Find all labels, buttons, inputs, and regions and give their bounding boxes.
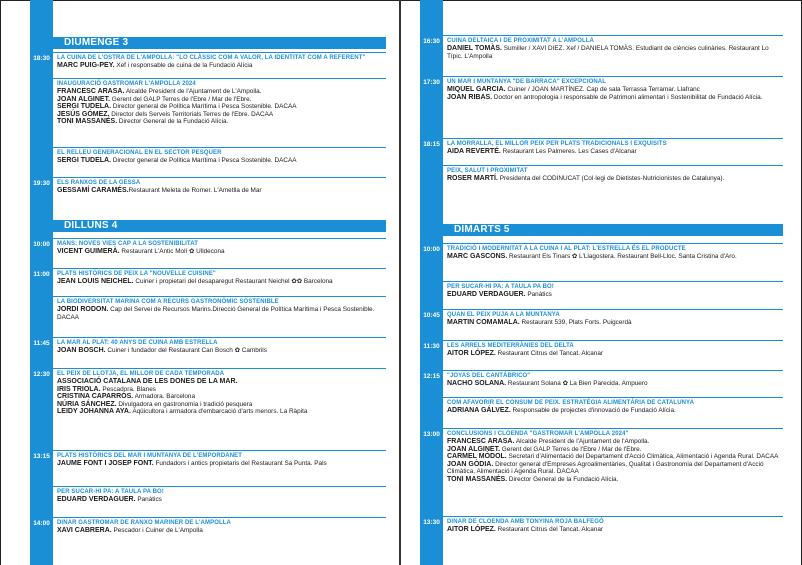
speaker-line (57, 157, 386, 165)
speaker-line (57, 187, 386, 195)
speaker-name: VICENT GUIMERÀ. (57, 248, 120, 255)
item-body (57, 453, 386, 468)
speaker-role: Doctor en antropologia i responsable de Patrimoni alimentari i Sostenibilitat de Fundació Alícia. (492, 93, 763, 101)
speaker-name: FRANCESC ARASA. (447, 438, 515, 445)
speaker-role: Restaurant Els Tinars ✿ L'Llagostera. Restaurant Bell-Lloc. Santa Cristina d'Aro. (507, 253, 737, 260)
day-header-diumenge: DIUMENGE 3 (30, 37, 386, 49)
speaker-role: Restaurant L'Antic Molí ✿ Ulldecona (119, 248, 225, 255)
day-header-dimarts: DIMARTS 5 (420, 224, 783, 236)
session-title: PLATS HISTÒRICS DE PEIX LA "NOUVELLE CUISINE" (57, 271, 216, 277)
session-title: QUAN EL PEIX PUJA A LA MUNTANYA (447, 312, 560, 318)
speaker-name: AITOR LÓPEZ. (447, 526, 496, 533)
item-body (447, 312, 783, 327)
speaker-name: IRIS TRIOLA. (57, 385, 101, 393)
divider (53, 147, 386, 148)
speaker-role: Panàtics (525, 291, 552, 298)
speaker-line (447, 175, 783, 183)
session-title: UN MAR I MUNTANYA "DE BARRACA" EXCEPCIONAL (447, 79, 607, 85)
speaker-name: JOAN ALGINET. (57, 95, 111, 103)
speaker-name: MIQUEL GARCIA. (447, 86, 506, 93)
session-title: INAUGURACIÓ GASTROMAR L'AMPOLLA 2024 (57, 81, 196, 87)
speaker-name: MARC PUIG-PEY. (57, 62, 115, 69)
time-label: 11:30 (423, 343, 440, 350)
session-title: DINAR GASTROMAR DE RANXO MARINER DE L'AMPOLLA (57, 520, 231, 526)
speaker-name: JORDI RODON. (57, 306, 109, 313)
session-title: MANS: NOVES VIES CAP A LA SOSTENIBILITAT (57, 241, 199, 247)
time-label: 18:30 (33, 55, 50, 62)
schedule-item (420, 243, 783, 282)
speaker-role: Director General de la Fundació Alícia. (117, 118, 229, 126)
schedule-item (30, 268, 386, 297)
speaker-name: ROSER MARTÍ. (447, 175, 498, 182)
time-label: 17:30 (423, 79, 440, 86)
speaker-name: EDUARD VERDAGUER. (57, 496, 136, 503)
speaker-line (447, 253, 783, 261)
session-title: EL RELLEU GENERACIONAL EN EL SECTOR PESQUER (57, 150, 222, 156)
session-title: LA BIODIVERSITAT MARINA COM A RECURS GASTRONÒMIC SOSTENIBLE (57, 299, 279, 305)
speaker-line (57, 62, 386, 70)
item-body (57, 489, 386, 504)
schedule-item (30, 517, 386, 565)
speaker-name: JOAN GÒDIA. (447, 460, 494, 468)
speaker-line (447, 380, 783, 388)
item-body (447, 246, 783, 261)
schedule-item (420, 428, 783, 516)
schedule-item (30, 52, 386, 79)
speaker-name: NACHO SOLANA. (447, 380, 507, 387)
speaker-name: TONI MASSANÉS. (447, 475, 508, 483)
schedule-item (30, 79, 386, 148)
item-body (57, 55, 386, 70)
divider (443, 397, 783, 398)
speaker-name: NÚRIA SÁNCHEZ. (57, 400, 117, 408)
time-label: 10:00 (33, 241, 50, 248)
speaker-name: SERGI TUDELA. (57, 103, 112, 111)
item-body (447, 519, 783, 534)
speaker-role: Director general de Política Marítima i Pesca Sostenible. DACAA (111, 157, 297, 164)
speaker-name: EDUARD VERDAGUER. (447, 291, 526, 298)
speaker-role: Sumiller / XAVI DIEZ. Xef / DANIELA TOMÀS. Estudiant de ciències culinàries. Restaurant Lo Típic. L'Ampolla (447, 45, 769, 60)
speaker-line (57, 527, 386, 535)
speaker-role: Restaurant 539, Plats Forts. Puigcerdà (519, 319, 632, 326)
speaker-line (447, 453, 783, 461)
schedule-item (30, 487, 386, 517)
speaker-name: JESÚS GÓMEZ. (57, 110, 110, 118)
session-title: PLATS HISTÒRICS DEL MAR I MUNTANYA DE L'EMPORDANET (57, 453, 242, 459)
session-title: PER SUCAR-HI PA: A TAULA PA BO! (447, 284, 554, 290)
speaker-role: Director general de Política Marítima i Pesca Sostenible. DACAA (111, 103, 297, 111)
time-label: 13:15 (33, 453, 50, 460)
speaker-name: JEAN LOUIS NEICHEL. (57, 278, 134, 285)
schedule-item (30, 177, 386, 207)
speaker-line (57, 96, 386, 104)
item-body (447, 38, 783, 60)
divider (53, 486, 386, 487)
speaker-role: Aqüicultora i armadora d'embarcació d'arts menors. La Ràpita (130, 408, 308, 416)
schedule-item (420, 138, 783, 166)
speaker-line (447, 94, 783, 102)
item-body (447, 168, 783, 183)
time-label: 12:15 (423, 373, 440, 380)
speaker-line (447, 476, 783, 484)
speaker-role: Pescadora. Blanes (100, 385, 156, 393)
speaker-name: ADRIANA GÁLVEZ. (447, 407, 511, 414)
schedule-item (30, 297, 386, 337)
speaker-name: FRANCESC ARASA. (57, 88, 125, 95)
speaker-name: MARC GASCONS. (447, 253, 508, 260)
speaker-line (57, 103, 386, 111)
session-title: TRADICIÓ I MODERNITAT A LA CUINA I AL PLAT: L'ESTRELLA ÉS EL PRODUCTE (447, 246, 686, 252)
speaker-name: AIDA REVERTÉ. (447, 148, 501, 155)
item-body (57, 340, 386, 355)
speaker-role: Xef i responsable de cuina de la Fundació Alícia (114, 62, 253, 69)
speaker-role: Panàtics (135, 496, 162, 503)
speaker-role: Secretari d'Alimentació del Departament d'Acció Climàtica, Alimentació i Agenda Rural. DACAA (506, 453, 779, 461)
time-label: 11:00 (33, 271, 50, 278)
session-title: "JOYAS DEL CANTÁBRICO" (447, 373, 531, 379)
schedule-item (30, 148, 386, 177)
speaker-line (447, 461, 783, 476)
speaker-name: JOAN BOSCH. (57, 347, 106, 354)
divider (443, 281, 783, 282)
session-title: CUINA DELTAICA I DE PROXIMITAT A L'AMPOLLA (447, 38, 594, 44)
speaker-line (447, 148, 783, 156)
schedule-item (30, 238, 386, 268)
session-title: LA MAR AL PLAT: 40 ANYS DE CUINA AMB ESTRELLA (57, 340, 218, 346)
speaker-name: JOAN ALGINET. (447, 445, 501, 453)
divider (53, 78, 386, 79)
time-label: 13:00 (423, 431, 440, 438)
speaker-role: Divulgadora en gastronomia i tradició pesquera (116, 400, 253, 408)
session-title: LES ARRELS MEDITERRÀNIES DEL DELTA (447, 343, 574, 349)
item-body (447, 343, 783, 358)
speaker-line (57, 496, 386, 504)
speaker-name: LEIDY JOHANNA AYA. (57, 408, 131, 416)
speaker-name: TONI MASSANÉS. (57, 118, 118, 126)
item-body (447, 284, 783, 299)
speaker-name: GESSAMÍ CARAMÉS. (57, 187, 129, 194)
speaker-role: Director General de la Fundació Alícia. (507, 475, 619, 483)
speaker-line (447, 291, 783, 299)
speaker-line (57, 460, 386, 468)
time-label: 19:30 (33, 180, 50, 187)
speaker-role: Responsable de projectes d'innovació de Fundació Alícia. (510, 407, 676, 414)
speaker-name: CARMEL MÒDOL. (447, 453, 507, 461)
schedule-item (30, 450, 386, 487)
schedule-item (30, 337, 386, 368)
time-label: 18:15 (423, 141, 440, 148)
schedule-item (420, 282, 783, 309)
item-body (447, 373, 783, 388)
item-body (57, 520, 386, 535)
speaker-role: Restaurant Meleta de Romer. L'Ametlla de Mar (128, 187, 262, 194)
speaker-role: Armadora. Barcelona (133, 393, 196, 401)
item-body (57, 241, 386, 256)
speaker-line (57, 88, 386, 96)
speaker-role: Gerent del GALP Terres de l'Ebre / Mar de l'Ebre. (500, 445, 642, 453)
schedule-item (420, 516, 783, 565)
item-body (57, 271, 386, 286)
schedule-item (420, 370, 783, 398)
speaker-role: Restaurant Citrus del Tancat. Alcanar (495, 350, 604, 357)
speaker-line (57, 401, 386, 409)
speaker-role: Presidenta del CODINUCAT (Col·legi de Dietistes-Nutricionistes de Catalunya). (497, 175, 725, 182)
divider (443, 165, 783, 166)
speaker-line (57, 306, 386, 321)
speaker-role: Cuiner i fundador del Restaurant Can Bosch ✿ Cambrils (105, 347, 267, 354)
speaker-role: Restaurant Citrus del Tancat. Alcanar (495, 526, 604, 533)
time-label: 13:30 (423, 519, 440, 526)
session-title: LA MORRALLA, EL MILLOR PEIX PER PLATS TRADICIONALS I EXQUISITS (447, 141, 667, 147)
time-label: 10:00 (423, 246, 440, 253)
item-body (447, 431, 783, 484)
time-label: 11:45 (33, 340, 50, 347)
item-body (57, 299, 386, 321)
speaker-role: Pescador i Cuiner de L'Ampolla (111, 527, 203, 534)
speaker-role: Restaurant Solana ✿ La Bien Parecida. Ampuero (506, 380, 648, 387)
speaker-line (57, 408, 386, 416)
item-body (57, 150, 386, 165)
item-body (57, 81, 386, 126)
speaker-name: XAVI CABRERA. (57, 527, 112, 534)
speaker-line (447, 438, 783, 446)
session-title: PEIX, SALUT I PROXIMITAT (447, 168, 528, 174)
speaker-line (447, 407, 783, 415)
speaker-name: JOAN RIBAS. (447, 93, 493, 101)
speaker-name: AITOR LÓPEZ. (447, 350, 496, 357)
right-column (401, 0, 802, 565)
item-body (447, 141, 783, 156)
speaker-role: Fundadors i antics propietaris del Restaurant Sa Punta. Pals (153, 460, 327, 467)
speaker-name: JAUME FONT I JOSEP FONT. (57, 460, 154, 467)
speaker-name: DANIEL TOMÀS. (447, 45, 502, 52)
speaker-name: ASSOCIACIÓ CATALANA DE LES DONES DE LA MAR. (57, 378, 238, 385)
day-header-dilluns: DILLUNS 4 (30, 220, 386, 232)
item-body (447, 400, 783, 415)
speaker-line (57, 378, 386, 386)
speaker-name: MARTIN COMAMALA. (447, 319, 520, 326)
time-label: 10:45 (423, 312, 440, 319)
schedule-item (30, 368, 386, 450)
speaker-line (57, 347, 386, 355)
speaker-role: Restaurant Les Palmeres. Les Cases d'Alcanar (500, 148, 637, 155)
speaker-role: Gerent del GALP Terres de l'Ebre / Mar de l'Ebre. (110, 95, 252, 103)
item-body (57, 180, 386, 195)
session-title: EL PEIX DE LLOTJA, EL MILLOR DE CADA TEMPORADA (57, 371, 225, 377)
speaker-line (447, 350, 783, 358)
session-title: DINAR DE CLOENDA AMB TONYINA ROJA BALFEGÓ (447, 519, 604, 525)
schedule-item (420, 309, 783, 340)
speaker-line (57, 278, 386, 286)
speaker-line (57, 248, 386, 256)
time-label: 14:00 (33, 520, 50, 527)
schedule-item (420, 166, 783, 208)
divider (53, 296, 386, 297)
time-label: 16:30 (423, 38, 440, 45)
speaker-name: SERGI TUDELA. (57, 157, 112, 164)
speaker-line (447, 319, 783, 327)
speaker-role: Cap del Servei de Recursos Marins.Direcció General de Política Marítima i Pesca Sostenible. DACAA (57, 306, 375, 321)
speaker-line (447, 526, 783, 534)
speaker-line (447, 45, 783, 60)
speaker-role: Director general d'Empreses Agroalimentàries, Qualitat i Gastronomia del Departament d'Acció Climàtica, Alimentació i Agenda Rural. DACAA (447, 460, 764, 476)
session-title: ELS RANXOS DE LA GESSA (57, 180, 141, 186)
speaker-line (57, 118, 386, 126)
speaker-name: CRISTINA CAPARRÓS. (57, 393, 134, 401)
schedule-item (420, 398, 783, 428)
schedule-item (420, 76, 783, 138)
speaker-role: Alcalde President de l'Ajuntament de L'Ampolla. (124, 88, 262, 95)
schedule-item (420, 35, 783, 76)
speaker-role: Cuiner i propietari del desaparegut Restaurant Neichel ✿✿ Barcelona (133, 278, 333, 285)
session-title: PER SUCAR-HI PA: A TAULA PA BO! (57, 489, 164, 495)
item-body (57, 371, 386, 416)
session-title: CONCLUSIONS I CLOENDA "GASTROMAR L'AMPOLLA 2024" (447, 431, 629, 437)
speaker-line (57, 393, 386, 401)
speaker-role: Director dels Serveis Territorials Terres de l'Ebre. DACAA (109, 110, 274, 118)
session-title: COM AFAVORIR EL CONSUM DE PEIX. ESTRATÈGIA ALIMENTÀRIA DE CATALUNYA (447, 400, 695, 406)
speaker-role: Cuiner / JOAN MARTÍNEZ. Cap de sala Terrassa Terramar. Llafranc (505, 86, 700, 93)
schedule-item (420, 340, 783, 370)
time-label: 12:30 (33, 371, 50, 378)
item-body (447, 79, 783, 101)
speaker-role: Alcalde President de l'Ajuntament de l'Ampolla. (514, 438, 650, 445)
speaker-line (447, 86, 783, 94)
session-title: LA CUINA DE L'OSTRA DE L'AMPOLLA: "LO CLÀSSIC COM A VALOR, LA IDENTITAT COM A REFERENT" (57, 55, 366, 61)
